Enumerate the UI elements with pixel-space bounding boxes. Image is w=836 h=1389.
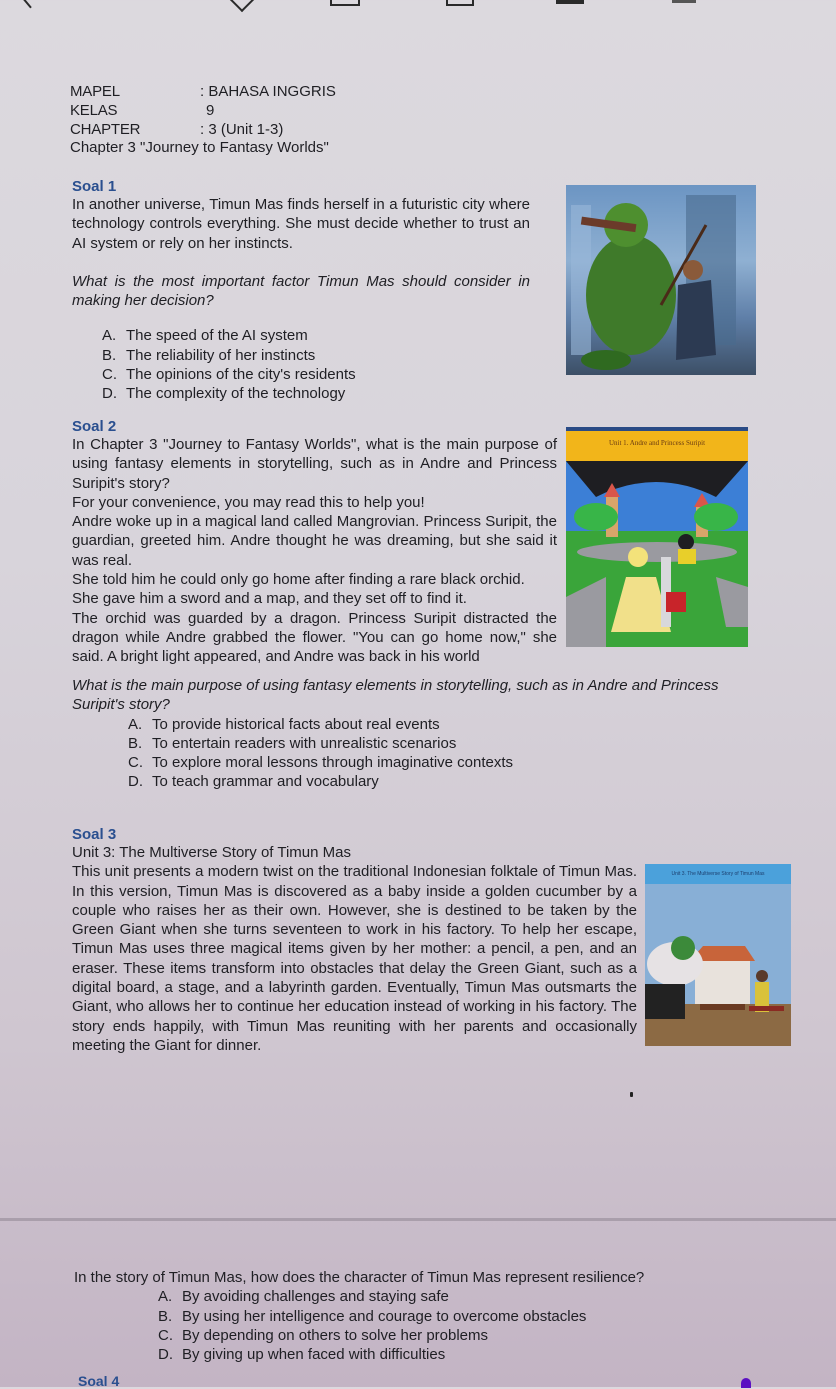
option-c[interactable] bbox=[158, 1326, 774, 1345]
option-a[interactable] bbox=[102, 326, 530, 345]
option-b[interactable] bbox=[158, 1307, 774, 1326]
option-d[interactable] bbox=[158, 1345, 774, 1364]
option-text: By depending on others to solve her problems bbox=[182, 1326, 489, 1344]
question-2-prompt bbox=[72, 676, 732, 792]
question-2 bbox=[72, 418, 557, 667]
meta-value: 9 bbox=[206, 102, 215, 119]
meta-key: KELAS bbox=[70, 102, 118, 119]
cover-banner: Unit 1. Andre and Princess Suripit bbox=[566, 427, 748, 461]
meta-row-mapel bbox=[70, 82, 336, 101]
option-a[interactable] bbox=[158, 1287, 774, 1306]
answer-options bbox=[102, 326, 530, 403]
text-box-icon[interactable] bbox=[446, 0, 474, 6]
option-letter: A. bbox=[158, 1288, 173, 1306]
question-3 bbox=[72, 826, 637, 1055]
giant-warrior-illustration bbox=[566, 185, 756, 375]
option-b[interactable] bbox=[102, 346, 530, 365]
question-1 bbox=[72, 178, 530, 404]
option-text: The complexity of the technology bbox=[126, 385, 346, 403]
meta-key: MAPEL bbox=[70, 83, 120, 100]
option-text: To teach grammar and vocabulary bbox=[152, 773, 379, 791]
question-prompt: What is the most important factor Timun Mas should consider in making her decision? bbox=[72, 272, 530, 310]
option-text: By giving up when faced with difficulties bbox=[182, 1346, 446, 1364]
story-paragraph: She gave him a sword and a map, and they set off to find it. bbox=[72, 590, 467, 608]
option-text: The opinions of the city's residents bbox=[126, 366, 356, 384]
toolbar-button-icon[interactable] bbox=[672, 0, 696, 3]
option-text: To explore moral lessons through imaginative contexts bbox=[152, 754, 514, 772]
andre-princess-cover-illustration bbox=[566, 427, 748, 647]
option-text: The speed of the AI system bbox=[126, 327, 308, 345]
shape-tool-icon[interactable] bbox=[228, 0, 256, 12]
chapter-title: Chapter 3 "Journey to Fantasy Worlds" bbox=[70, 139, 329, 156]
question-heading: Soal 3 bbox=[72, 826, 117, 843]
meta-row-kelas bbox=[70, 101, 336, 120]
option-letter: B. bbox=[158, 1307, 173, 1325]
unit-title: Unit 3: The Multiverse Story of Timun Mas bbox=[72, 844, 351, 861]
question-3-prompt bbox=[74, 1268, 774, 1364]
option-a[interactable] bbox=[128, 715, 732, 734]
question-heading: Soal 1 bbox=[72, 178, 117, 195]
option-c[interactable] bbox=[128, 753, 732, 772]
question-prompt: In the story of Timun Mas, how does the character of Timun Mas represent resilience? bbox=[74, 1269, 645, 1286]
frame-tool-icon[interactable] bbox=[330, 0, 360, 6]
option-text: The reliability of her instincts bbox=[126, 346, 316, 364]
option-d[interactable] bbox=[102, 384, 530, 403]
story-paragraph: The orchid was guarded by a dragon. Princess Suripit distracted the dragon while Andre grabbed the flower. "You can go home now," she said. A bright light appeared, and Andre was back in his world bbox=[72, 609, 557, 666]
option-letter: A. bbox=[128, 715, 143, 733]
option-text: To entertain readers with unrealistic scenarios bbox=[152, 734, 457, 752]
option-letter: D. bbox=[158, 1346, 173, 1364]
option-c[interactable] bbox=[102, 365, 530, 384]
option-letter: B. bbox=[128, 734, 143, 752]
option-letter: A. bbox=[102, 327, 117, 345]
question-passage: In another universe, Timun Mas finds herself in a futuristic city where technology controls everything. She must decide whether to trust an AI system or rely on her instincts. bbox=[72, 196, 530, 252]
toolbar-button-icon[interactable] bbox=[556, 0, 584, 4]
option-b[interactable] bbox=[128, 734, 732, 753]
option-text: By using her intelligence and courage to overcome obstacles bbox=[182, 1307, 587, 1325]
meta-row-chapter bbox=[70, 120, 336, 139]
question-heading: Soal 2 bbox=[72, 418, 117, 435]
answer-options bbox=[158, 1287, 774, 1364]
option-letter: B. bbox=[102, 346, 117, 364]
page-break-divider bbox=[0, 1218, 836, 1221]
option-letter: C. bbox=[158, 1326, 173, 1344]
back-arrow-icon[interactable] bbox=[21, 0, 32, 8]
option-d[interactable] bbox=[128, 772, 732, 791]
option-letter: D. bbox=[102, 385, 117, 403]
timun-mas-cover-illustration bbox=[645, 864, 791, 1046]
question-4-heading: Soal 4 bbox=[78, 1373, 120, 1389]
question-prompt: What is the main purpose of using fantasy elements in storytelling, such as in Andre and Princess Suripit's story? bbox=[72, 677, 719, 714]
option-letter: C. bbox=[128, 754, 143, 772]
option-text: By avoiding challenges and staying safe bbox=[182, 1288, 449, 1306]
cover-banner: Unit 3. The Multiverse Story of Timun Mas bbox=[645, 864, 791, 884]
meta-value: : BAHASA INGGRIS bbox=[200, 83, 336, 100]
question-passage: This unit presents a modern twist on the traditional Indonesian folktale of Timun Mas. In this version, Timun Mas is discovered as a baby inside a golden cucumber by a couple who raises her as their own. However, she is destined to be taken by the Green Giant when she turns seventeen to work in his factory. To help her escape, Timun Mas uses three magical items given by her mother: a pencil, a pen, and an eraser. These items transform into obstacles that delay the Green Giant, such as a digital board, a stage, and a labyrinth garden. Eventually, Timun Mas outsmarts the Giant, who allows her to continue her education instead of working in his factory. The story ends happily, with Timun Mas reuniting with her parents and occasionally meeting the Giant for dinner. bbox=[72, 863, 637, 1054]
option-letter: C. bbox=[102, 366, 117, 384]
option-letter: D. bbox=[128, 773, 143, 791]
reading-helper-note: For your convenience, you may read this to help you! bbox=[72, 493, 425, 511]
document-header bbox=[70, 82, 336, 139]
meta-value: : 3 (Unit 1-3) bbox=[200, 121, 284, 138]
answer-options bbox=[128, 715, 732, 792]
option-text: To provide historical facts about real events bbox=[152, 715, 440, 733]
viewer-toolbar bbox=[0, 0, 836, 12]
question-intro: In Chapter 3 "Journey to Fantasy Worlds", what is the main purpose of using fantasy elements in storytelling, such as in Andre and Princess Suripit's story? bbox=[72, 436, 557, 492]
story-paragraph: She told him he could only go home after finding a rare black orchid. bbox=[72, 571, 525, 589]
mouse-cursor-icon bbox=[630, 1092, 633, 1097]
story-paragraph: Andre woke up in a magical land called Mangrovian. Princess Suripit, the guardian, greeted him. Andre thought he was dreaming, but she said it was real. bbox=[72, 513, 557, 569]
meta-key: CHAPTER bbox=[70, 121, 141, 138]
